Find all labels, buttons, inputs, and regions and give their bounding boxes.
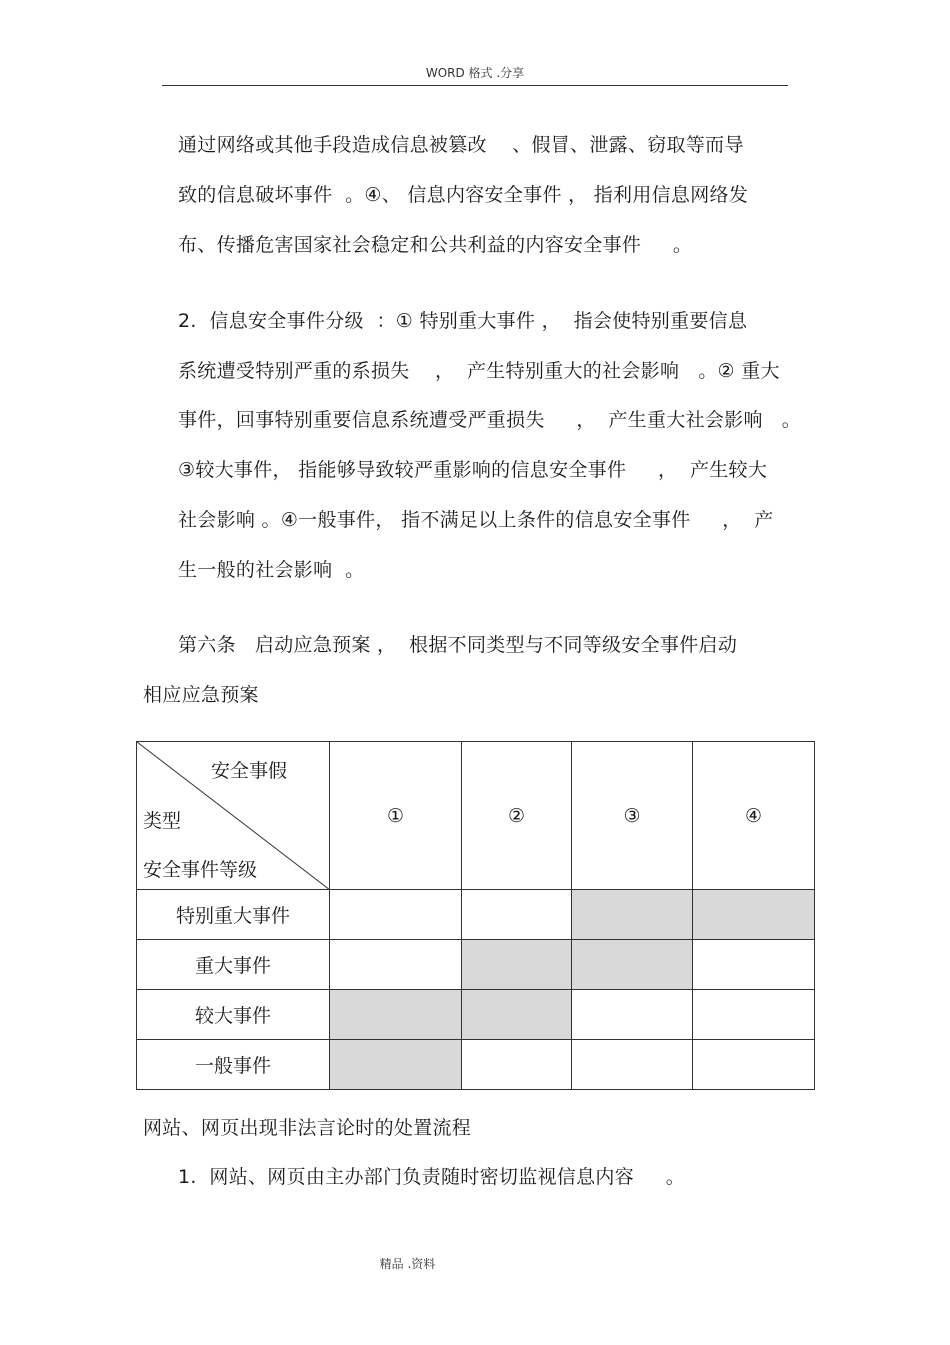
table-cell (330, 890, 462, 940)
column-header: ② (462, 742, 572, 890)
paragraph-line: 通过网络或其他手段造成信息被篡改 、假冒、泄露、窃取等而导 (178, 134, 744, 156)
table-cell (330, 1040, 462, 1090)
column-header: ④ (693, 742, 815, 890)
page-footer: 精品 .资料 (379, 1257, 436, 1271)
paragraph-line: 2. 信息安全事件分级 ：① 特别重大事件 ， 指会使特别重要信息 (178, 310, 748, 332)
table-cell (330, 940, 462, 990)
paragraph-line: 事件，回事特别重要信息系统遭受严重损失 ， 产生重大社会影响 。 (178, 409, 802, 431)
row-label: 重大事件 (137, 940, 330, 990)
header-rule (162, 85, 788, 86)
paragraph-line: 系统遭受特别严重的系损失 ， 产生特别重大的社会影响 。② 重大 (178, 360, 780, 382)
table-cell (462, 1040, 572, 1090)
paragraph-line: 社会影响 。④一般事件， 指不满足以上条件的信息安全事件 ， 产 (178, 509, 774, 531)
table-header-row (137, 742, 815, 890)
table-cell (330, 990, 462, 1040)
table-row (137, 940, 815, 990)
row-label: 较大事件 (137, 990, 330, 1040)
table-cell (693, 940, 815, 990)
table-row (137, 990, 815, 1040)
table-row (137, 1040, 815, 1090)
paragraph-line: ③较大事件， 指能够导致较严重影响的信息安全事件 ， 产生较大 (178, 459, 768, 481)
table-corner-cell (137, 742, 330, 890)
paragraph-line: 致的信息破坏事件 。④、 信息内容安全事件 ， 指利用信息网络发 (178, 184, 749, 206)
page-header: WORD 格式 .分享 (425, 66, 525, 80)
table-cell (693, 1040, 815, 1090)
paragraph-line: 第六条 启动应急预案 ， 根据不同类型与不同等级安全事件启动 (178, 634, 738, 656)
table-cell (572, 990, 693, 1040)
row-label: 特别重大事件 (137, 890, 330, 940)
row-label: 一般事件 (137, 1040, 330, 1090)
table-cell (693, 990, 815, 1040)
corner-label-type: 类型 (143, 810, 182, 832)
section-title: 网站、网页出现非法言论时的处置流程 (143, 1117, 472, 1139)
corner-label-level: 安全事件等级 (143, 859, 258, 881)
column-header: ① (330, 742, 462, 890)
table-cell (572, 890, 693, 940)
table-cell (462, 990, 572, 1040)
column-header: ③ (572, 742, 693, 890)
paragraph-line: 生一般的社会影响 。 (178, 559, 365, 581)
corner-label-type-top: 安全事假 (211, 760, 288, 782)
list-item: 1. 网站、网页由主办部门负责随时密切监视信息内容 。 (178, 1166, 686, 1188)
table-cell (693, 890, 815, 940)
table-row (137, 890, 815, 940)
event-level-table (136, 741, 815, 1090)
paragraph-line: 布、传播危害国家社会稳定和公共利益的内容安全事件 。 (178, 234, 693, 256)
table-cell (462, 890, 572, 940)
table-cell (462, 940, 572, 990)
paragraph-line: 相应应急预案 (143, 684, 259, 706)
table-cell (572, 940, 693, 990)
table-cell (572, 1040, 693, 1090)
